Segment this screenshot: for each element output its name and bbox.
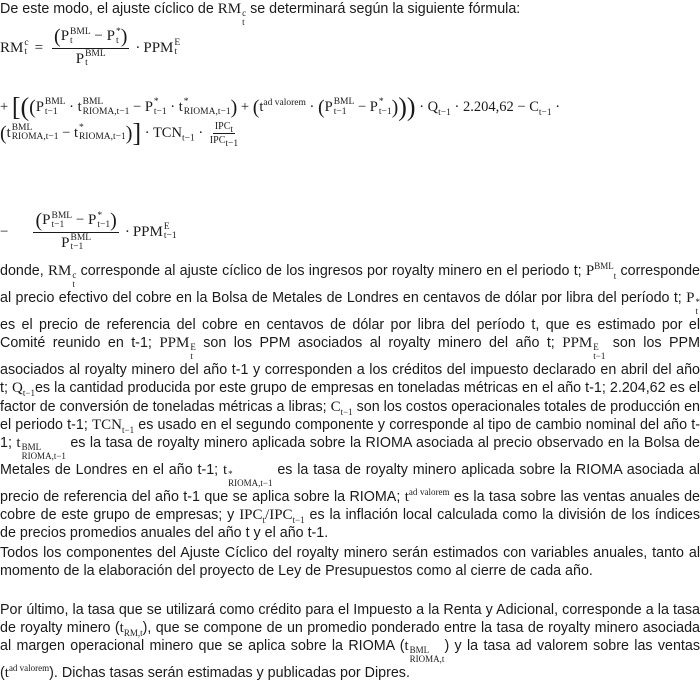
intro-text-before: De este modo, el ajuste cíclico de [0, 1, 218, 17]
formula-1-fraction: (P BML t − P * t ) P BML t [54, 26, 128, 69]
formula-line-2: + [((P BML t−1 · t BML RIOMA,t−1 − P * t−1 · t * RIOMA,t−1 ) + ($t^{ad valorem} \cdot (P$ BML t−1 − P * t−1 ))) · $Q_{t-1} \cdot 2.204,62 - C_{t-1}$ · (t BML RIOMA,t−1 − t * RIOMA,t−1 )] · $TCN_{t-1}$ · $\frac{IPC_t}{IPC_{t-1}}$ [0, 92, 561, 149]
formula-line-1: RM c t = (P BML t − P * t ) P BML t · PPM E t [0, 26, 181, 69]
formula-3-fraction: (P BML t−1 − P * t−1 ) P BML t−1 [35, 210, 117, 253]
ipc-fraction: $\frac{IPC_t}{IPC_{t-1}}$ [209, 120, 239, 149]
annual-estimation-paragraph: Todos los componentes del Ajuste Cíclico del royalty minero serán estimados con variables anuales, tanto al momento de la elaboración del proyecto de Ley de Presupuestos como al cierre de cada año. [0, 545, 700, 580]
formula-line-3: − (P BML t−1 − P * t−1 ) P BML t−1 · PPM E t−1 [0, 210, 177, 253]
credit-rate-paragraph: Por último, la tasa que se utilizará como crédito para el Impuesto a la Renta y Adicional, corresponde a la tasa de royalty minero $(t_{RM,t})$, que se compone de un promedio ponderado entre la tasa de royalty minero asociada al margen operacional minero que se aplica sobre la RIOMA (t BML RIOMA,t ) y la tasa ad valorem sobre las ventas $(t^{ad valorem})$. Dichas tasas serán estimadas y publicadas por Dipres. [0, 602, 700, 682]
intro-text-after: se determinará según la siguiente fórmula: [246, 1, 521, 17]
rm-symbol: RM c t [217, 1, 247, 27]
definitions-paragraph: donde, RM c t corresponde al ajuste cíclico de los ingresos por royalty minero en el periodo t; $P^{BML}_t$ corresponde al precio efectivo del cobre en la Bolsa de Metales de Londres en centavos de dólar por libra del período t; P * t es el precio de referencia del cobre en centavos de dólar por libra del período t, que es estimado por el Comité reunido en t-1; PPM E t son los PPM asociados al royalty minero del año t; PPM E t−1 son los PPM asociados al royalty minero del año t-1 y corresponden a los créditos del impuesto declarado en abril del año t; $Q_{t-1}es$ la cantidad producida por este grupo de empresas en toneladas métricas en el año t-1; 2.204,62 es el factor de conversión de toneladas métricas a libras; $C_{t-1}$ son los costos operacionales totales de producción en el periodo t-1; $TCN_{t-1}$ es usado en el segundo componente y corresponde al tipo de cambio nominal del año t-1; t BML RIOMA,t−1 es la tasa de royalty minero aplicada sobre la RIOMA asociada al precio observado en la Bolsa de Metales de Londres en el año t-1; t * RIOMA,t−1 es la tasa de royalty minero aplicada sobre la RIOMA asociada al precio de referencia del año t-1 que se aplica sobre la RIOMA; $t^{ad valorem}$ es la tasa sobre las ventas anuales de cobre de este grupo de empresas; y $IPC_t/IPC_{t-1}$ es la inflación local calculada como la división de los índices de precios promedios anuales del año t y el año t-1. [0, 261, 700, 542]
